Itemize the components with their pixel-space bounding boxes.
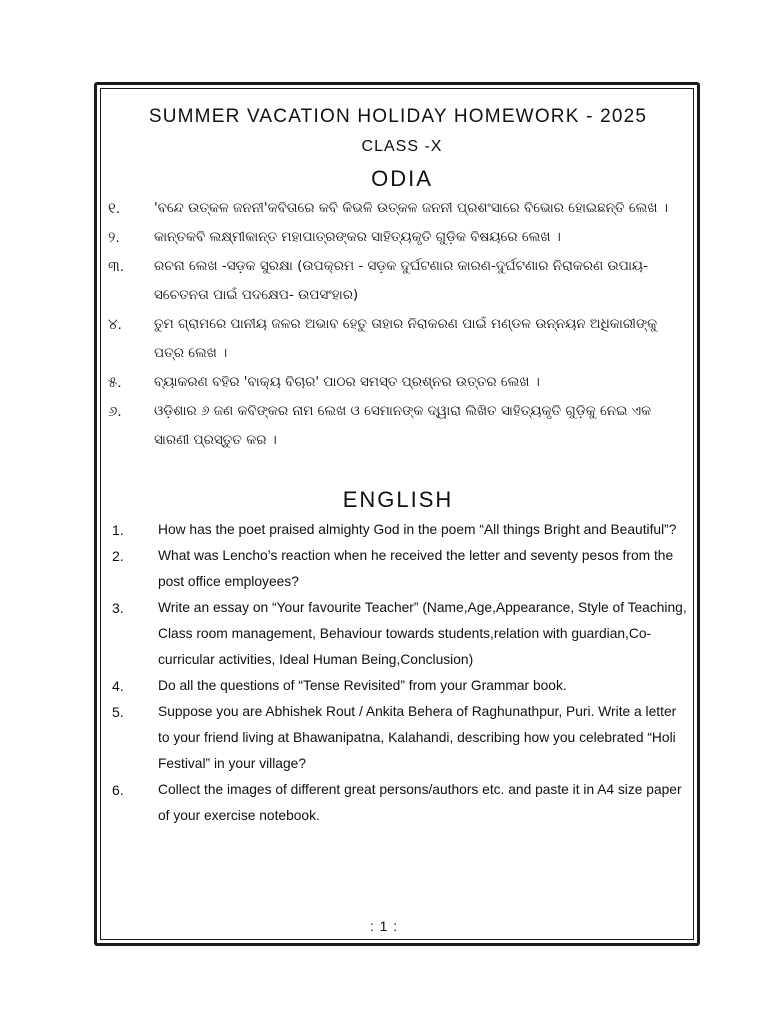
list-item	[108, 194, 688, 223]
item-number: ୩.	[108, 258, 124, 275]
item-number: 5.	[112, 704, 124, 720]
item-number: ୪.	[108, 316, 122, 333]
item-number: 2.	[112, 548, 124, 564]
list-item	[108, 699, 688, 777]
item-text: ଓଡ଼ିଶାର ୬ ଜଣ କବିଙ୍କର ନାମ ଲେଖ ଓ ସେମାନଙ୍କ ଦ୍ୱାରା ଲିଖିତ ସାହିତ୍ୟକୃତି ଗୁଡ଼ିକୁ ନେଇ ଏକ ସାରଣୀ ପ୍ରସ୍ତୁତ କର ।	[154, 403, 652, 448]
item-text: ବ୍ୟାକରଣ ବହିର 'ବାକ୍ୟ ବିଚାର' ପାଠର ସମସ୍ତ ପ୍ରଶ୍ନର ଉତ୍ତର ଲେଖ ।	[154, 374, 540, 390]
item-text: ତୁମ ଗ୍ରାମରେ ପାନୀୟ ଜଳର ଅଭାବ ହେତୁ ତାହାର ନିରାକରଣ ପାଇଁ ମଣ୍ଡଳ ଉନ୍ନୟନ ଅଧିକାରୀଙ୍କୁ ପତ୍ର ଲେଖ ।	[154, 316, 658, 361]
item-text: କାନ୍ତକବି ଲକ୍ଷ୍ମୀକାନ୍ତ ମହାପାତ୍ରଙ୍କର ସାହିତ୍ୟକୃତି ଗୁଡ଼ିକ ବିଷୟରେ ଲେଖ ।	[154, 229, 561, 245]
english-section-heading: ENGLISH	[342, 487, 454, 512]
list-item	[108, 777, 688, 829]
item-text: Write an essay on “Your favourite Teacher” (Name,Age,Appearance, Style of Teaching, Class room management, Behaviour towards students,relation with guardian,Co-curricular activities, Ideal Human Being,Conclusion)	[158, 600, 687, 667]
list-item	[108, 368, 688, 397]
odia-section-heading: ODIA	[371, 166, 433, 191]
item-text: How has the poet praised almighty God in the poem “All things Bright and Beautiful”?	[158, 522, 677, 537]
list-item	[108, 517, 688, 543]
page-title: SUMMER VACATION HOLIDAY HOMEWORK - 2025	[148, 106, 648, 127]
list-item	[108, 673, 688, 699]
item-number: ୨.	[108, 229, 120, 246]
item-number: ୫.	[108, 374, 122, 391]
item-text: ରଚନା ଲେଖ -ସଡ଼କ ସୁରକ୍ଷା (ଉପକ୍ରମ - ସଡ଼କ ଦୁର୍ଘଟଣାର କାରଣ-ଦୁର୍ଘଟଣାର ନିରାକରଣ ଉପାୟ-ସଚେତନତା ପାଇଁ ପଦକ୍ଷେପ- ଉପସଂହାର)	[154, 258, 648, 303]
class-label: CLASS -X	[361, 138, 443, 155]
item-number: 3.	[112, 600, 124, 616]
list-item	[108, 223, 688, 252]
item-number: 1.	[112, 522, 124, 538]
item-text: Collect the images of different great persons/authors etc. and paste it in A4 size paper of your exercise notebook.	[158, 782, 682, 823]
page-number: : 1 :	[369, 918, 399, 934]
item-text: Do all the questions of “Tense Revisited” from your Grammar book.	[158, 678, 567, 693]
english-question-list	[108, 517, 688, 829]
item-number: 4.	[112, 678, 124, 694]
item-number: ୬.	[108, 403, 122, 420]
homework-sheet	[108, 96, 688, 829]
list-item	[108, 595, 688, 673]
list-item	[108, 397, 688, 455]
list-item	[108, 310, 688, 368]
item-text: What was Lencho’s reaction when he received the letter and seventy pesos from the post office employees?	[158, 548, 674, 589]
list-item	[108, 543, 688, 595]
item-number: 6.	[112, 782, 124, 798]
item-number: ୧.	[108, 200, 120, 217]
item-text: Suppose you are Abhishek Rout / Ankita Behera of Raghunathpur, Puri. Write a letter to your friend living at Bhawanipatna, Kalahandi, describing how you celebrated “Holi Festival” in your village?	[158, 704, 677, 771]
list-item	[108, 252, 688, 310]
odia-question-list	[108, 194, 688, 455]
item-text: 'ବନ୍ଦେ ଉତ୍କଳ ଜନନୀ'କବିତାରେ କବି କିଭଳି ଉତ୍କଳ ଜନନୀ ପ୍ରଶଂସାରେ ବିଭୋର ହୋଇଛନ୍ତି ଲେଖ ।	[154, 200, 668, 216]
